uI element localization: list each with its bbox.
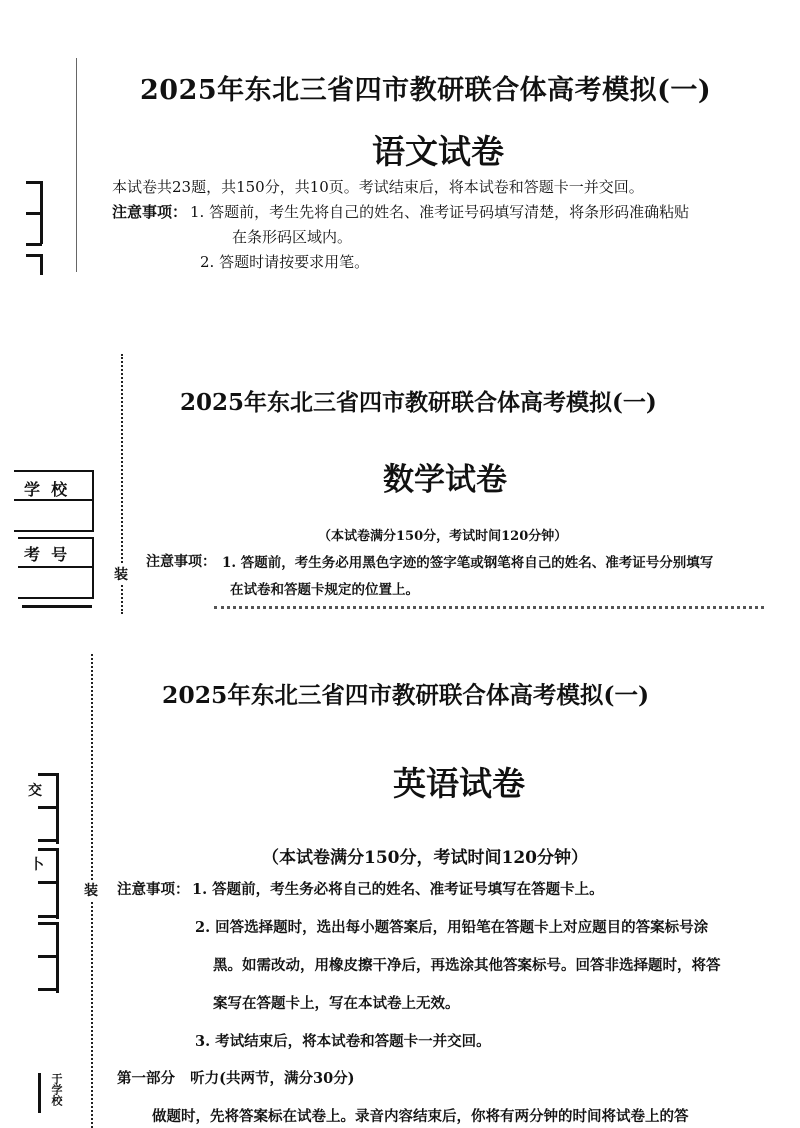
margin-fragment: 卜 [30,857,44,873]
notice-item: 2. 回答选择题时，选出每小题答案后，用铅笔在答题卡上对应题目的答案标号涂 [195,919,709,936]
notice-item: 3. 考试结束后，将本试卷和答题卡一并交回。 [195,1033,491,1050]
margin-fragment-vertical [50,1073,64,1109]
margin-bracket [26,254,43,275]
binding-mark: 装 [114,564,128,584]
notice-item: 案写在答题卡上，写在本试卷上无效。 [213,995,460,1012]
margin-bracket [26,212,43,244]
margin-bar [26,243,42,246]
exam-subject: 数学试卷 [383,462,507,498]
notice-label: 注意事项： [112,203,188,221]
notice-item: 1. 答题前，考生务必用黑色字迹的签字笔或钢笔将自己的姓名、准考证号分别填写 [222,555,714,571]
notice-item: 在试卷和答题卡规定的位置上。 [230,582,419,598]
exam-header: 2025年东北三省四市教研联合体高考模拟(一) [140,75,712,106]
notice-item: 1. 答题前，考生先将自己的姓名、准考证号码填写清楚，将条形码准确粘贴 [190,203,690,221]
exam-subject: 英语试卷 [393,764,525,803]
english-exam-panel [0,640,800,1128]
margin-fragment: 于学校 [50,1073,63,1106]
math-exam-panel [0,340,800,614]
field-divider [18,566,92,568]
margin-bar [38,915,58,918]
margin-bar [38,806,56,809]
notice-item: 2. 答题时请按要求用笔。 [200,253,370,271]
notice-label: 注意事项： [117,881,190,898]
notice-item: 1. 答题前，考生务必将自己的姓名、准考证号填写在答题卡上。 [192,881,604,898]
exam-summary: 本试卷共23题，共150分，共10页。考试结束后，将本试卷和答题卡一并交回。 [112,178,644,196]
section-title: 第一部分 听力(共两节，满分30分) [117,1070,355,1087]
margin-bracket [26,181,43,214]
exam-header: 2025年东北三省四市教研联合体高考模拟(一) [162,681,650,709]
margin-bar [38,839,58,842]
exam-subject: 语文试卷 [372,132,504,171]
field-divider [22,605,92,608]
exam-header: 2025年东北三省四市教研联合体高考模拟(一) [180,389,657,416]
margin-bar [38,955,56,958]
school-label: 学 校 [24,480,68,499]
section-intro: 做题时，先将答案标在试卷上。录音内容结束后，你将有两分钟的时间将试卷上的答 [152,1108,689,1125]
cut-off-text-row [214,606,764,614]
notice-label: 注意事项： [146,554,216,570]
binding-line [76,58,77,272]
notice-item: 黑。如需改动，用橡皮擦干净后，再选涂其他答案标号。回答非选择题时，将答 [213,957,721,974]
exam-summary: （本试卷满分150分，考试时间120分钟） [318,529,568,544]
exam-number-label: 考 号 [24,545,68,564]
margin-fragment: 交 [28,783,42,799]
chinese-exam-panel [0,0,800,290]
binding-mark: 装 [84,880,98,900]
exam-summary: （本试卷满分150分，考试时间120分钟） [262,848,588,868]
margin-bar [38,881,56,884]
margin-bar [38,988,58,991]
margin-mark [38,1073,41,1113]
notice-item: 在条形码区域内。 [232,228,353,246]
